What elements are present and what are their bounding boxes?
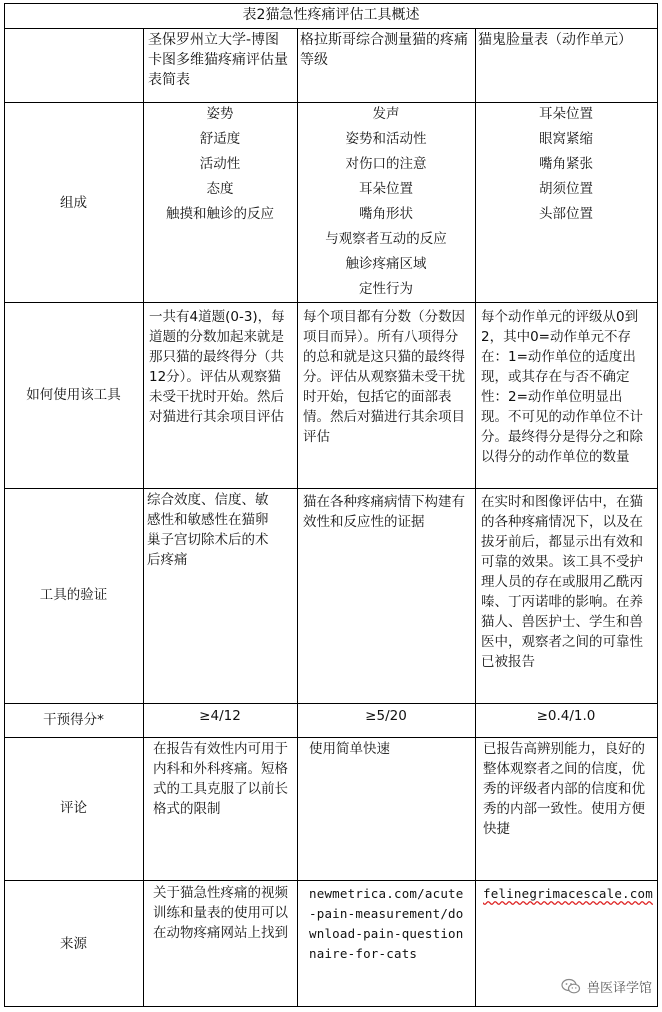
list-item: 对伤口的注意 <box>345 156 427 172</box>
grid-line <box>4 302 658 303</box>
usage-grimace-text: 每个动作单元的评级从0到2，其中0=动作单元不存在：1=动作单位的适度出现，或其存在与否不确定性：2=动作单位明显出现。不可见的动作单位不计分。最终得分是得分之和除以得分的动作单位的数量 <box>481 309 643 465</box>
grid-line <box>4 28 658 29</box>
intervention-glasgow-value: ≥5/20 <box>365 708 407 724</box>
row-label-usage: 如何使用该工具 <box>26 387 121 403</box>
list-item: 胡须位置 <box>539 181 593 197</box>
list-item: 嘴角紧张 <box>539 156 593 172</box>
intervention-fsu-value: ≥4/12 <box>199 708 241 724</box>
grid-line <box>475 28 476 1007</box>
source-glasgow-link[interactable]: newmetrica.com/acute-pain-measurement/download-pain-questionnaire-for-cats <box>309 886 464 961</box>
watermark-text: 兽医译学馆 <box>586 981 652 996</box>
source-grimace-link-text[interactable]: felinegrimacescale.com <box>483 886 653 901</box>
row-label-validation: 工具的验证 <box>39 587 108 603</box>
list-item: 姿势和活动性 <box>345 131 427 147</box>
list-item: 活动性 <box>199 156 241 172</box>
usage-fsu-text: 一共有4道题(0-3)，每道题的分数加起来就是那只猫的最终得分（共12分）。评估从观察猫未受干扰时开始。然后对猫进行其余项目评估 <box>149 309 285 425</box>
list-item: 态度 <box>206 181 234 197</box>
grid-line <box>4 3 658 4</box>
validation-grimace-text: 在实时和图像评估中，在猫的各种疼痛情况下，以及在拔牙前后，都显示出有效和可靠的效果。该工具不受护理人员的存在或服用乙酰丙嗪、丁丙诺啡的影响。在养猫人、兽医护士、学生和兽医中，观察者之间的可靠性已被报告 <box>481 494 643 670</box>
grid-line <box>4 880 658 881</box>
row-label-source: 来源 <box>60 936 87 952</box>
comments-grimace-text: 已报告高辨别能力，良好的整体观察者之间的信度，优秀的评级者内部的信度和优秀的内部一致性。使用方便快捷 <box>483 741 645 837</box>
list-item: 头部位置 <box>539 206 593 222</box>
column-header-fsu-scale: 圣保罗州立大学-博图卡图多维猫疼痛评估量表简表 <box>148 32 288 88</box>
grid-line <box>297 28 298 1007</box>
grid-line <box>4 488 658 489</box>
grid-line <box>143 28 144 1007</box>
source-fsu-text: 关于猫急性疼痛的视频训练和量表的使用可以在动物疼痛网站上找到 <box>153 885 288 941</box>
list-item: 耳朵位置 <box>539 106 593 122</box>
table-title: 表2猫急性疼痛评估工具概述 <box>242 7 420 23</box>
list-item: 定性行为 <box>359 281 413 297</box>
comments-fsu-text: 在报告有效性内可用于内科和外科疼痛。短格式的工具克服了以前长格式的限制 <box>153 741 288 817</box>
row-label-composition: 组成 <box>60 195 87 211</box>
grid-line <box>4 703 658 704</box>
usage-glasgow-text: 每个项目都有分数（分数因项目而异）。所有八项得分的总和就是这只猫的最终得分。评估从观察猫未受干扰时开始，包括它的面部表情。然后对猫进行其余项目评估 <box>303 309 465 445</box>
validation-fsu-text: 综合效度、信度、敏感性和敏感性在猫卵巢子宫切除术后的术后疼痛 <box>147 492 269 568</box>
list-item: 发声 <box>372 106 400 122</box>
wechat-icon <box>561 978 581 995</box>
list-item: 舒适度 <box>199 131 241 147</box>
list-item: 触诊疼痛区域 <box>345 256 427 272</box>
column-header-glasgow-scale: 格拉斯哥综合测量猫的疼痛等级 <box>300 32 468 68</box>
column-header-grimace-scale: 猫鬼脸量表（动作单元） <box>478 32 632 48</box>
list-item: 触摸和触诊的反应 <box>166 206 274 222</box>
grid-line <box>4 1006 658 1007</box>
comments-glasgow-text: 使用简单快速 <box>309 741 390 757</box>
list-item: 与观察者互动的反应 <box>325 231 447 247</box>
grid-line <box>4 737 658 738</box>
row-label-intervention: 干预得分* <box>43 712 104 728</box>
grid-line <box>657 3 658 1007</box>
row-label-comments: 评论 <box>60 800 87 816</box>
grid-line <box>4 102 658 103</box>
list-item: 耳朵位置 <box>359 181 413 197</box>
list-item: 嘴角形状 <box>359 206 413 222</box>
list-item: 姿势 <box>206 106 234 122</box>
grid-line <box>4 3 5 1007</box>
validation-glasgow-text: 猫在各种疼痛病情下构建有效性和反应性的证据 <box>303 494 465 530</box>
watermark <box>561 977 652 996</box>
list-item: 眼窝紧缩 <box>539 131 593 147</box>
source-grimace-link[interactable] <box>483 884 653 904</box>
intervention-grimace-value: ≥0.4/1.0 <box>536 708 596 724</box>
